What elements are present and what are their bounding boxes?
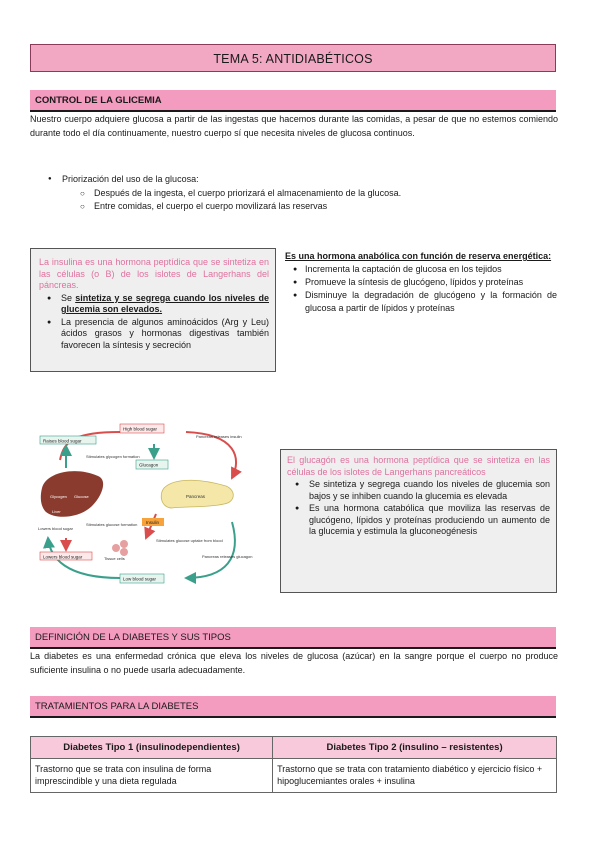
table-header: Diabetes Tipo 1 (insulinodependientes) xyxy=(31,737,273,759)
lowers-label: Lowers blood sugar xyxy=(38,526,73,531)
list-item: ○ Después de la ingesta, el cuerpo priorizará el almacenamiento de la glucosa. xyxy=(46,187,546,201)
tissue-cell xyxy=(112,544,120,552)
table-cell: Trastorno que se trata con tratamiento diabético y ejercicio físico + hipoglucemiantes orales + insulina xyxy=(273,759,557,793)
section-heading-diabetes: DEFINICIÓN DE LA DIABETES Y SUS TIPOS xyxy=(30,627,556,649)
insulin-box xyxy=(30,248,276,372)
list-item: ● Se sintetiza y se segrega cuando los niveles de glucemia son elevados. xyxy=(39,293,269,316)
arrow-pancreas-to-low xyxy=(186,522,235,578)
treatment-table xyxy=(30,736,557,793)
glucose-use-list xyxy=(46,173,546,214)
list-item: ● Incrementa la captación de glucosa en los tejidos xyxy=(285,263,557,276)
table-cell: Trastorno que se trata con insulina de forma imprescindible y una dieta regulada xyxy=(31,759,273,793)
tissue-cell xyxy=(120,540,128,548)
glucagon-box xyxy=(280,449,557,593)
list-item: ● Se sintetiza y segrega cuando los niveles de glucemia son bajos y se inhiben cuando la glucemia es elevada xyxy=(287,479,550,502)
list-item: ● Priorización del uso de la glucosa: xyxy=(46,173,546,187)
tissue-cell xyxy=(120,548,128,556)
list-item: ● Promueve la síntesis de glucógeno, lípidos y proteínas xyxy=(285,276,557,289)
glucagon-intro: El glucagón es una hormona peptídica que se sintetiza en las células de los islotes de Langerhans pancreáticos xyxy=(287,455,550,477)
table-header: Diabetes Tipo 2 (insulino – resistentes) xyxy=(273,737,557,759)
glucagon-label: Glucagon xyxy=(139,462,159,468)
tissue-cells-label: Tissue cells xyxy=(104,556,125,561)
table-row xyxy=(31,759,557,793)
high-label: High blood sugar xyxy=(123,426,158,432)
stimulates-glucose-formation-label: Stimulates glucose formation xyxy=(86,522,138,527)
anabolic-functions xyxy=(285,250,557,315)
glucose-regulation-diagram xyxy=(36,418,276,590)
pancreas-label: Pancreas xyxy=(186,494,206,499)
list-item: ● La presencia de algunos aminoácidos (Arg y Leu) ácidos grasos y hormonas digestivas también favorecen la síntesis y secreción xyxy=(39,317,269,352)
insulin-intro: La insulina es una hormona peptídica que se sintetiza en las células (o B) de los islotes de Langerhans del páncreas. xyxy=(39,257,269,290)
stimulates-uptake-label: Stimulates glucose uptake from blood xyxy=(156,538,223,543)
stimulates-glycogen-label: Stimulates glycogen formation xyxy=(86,454,140,459)
glycogen-label: Glycogen xyxy=(50,494,67,499)
liver-label: Liver xyxy=(52,509,61,514)
page-title: TEMA 5: ANTIDIABÉTICOS xyxy=(30,44,556,72)
list-item: ● Disminuye la degradación de glucógeno y la formación de glucosa a partir de lípidos y proteínas xyxy=(285,289,557,315)
lowers-box-label: Lowers blood sugar xyxy=(43,554,83,560)
section-heading-tratamientos: TRATAMIENTOS PARA LA DIABETES xyxy=(30,696,556,718)
low-label: Low blood sugar xyxy=(123,576,157,582)
insulin-label: Insulin xyxy=(146,520,160,525)
raises-label: Raises blood sugar xyxy=(43,438,82,444)
glicemia-paragraph: Nuestro cuerpo adquiere glucosa a partir de las ingestas que hacemos durante las comidas, a pesar de que no estemos comiendo durante todo el día continuamente, nuestro cuerpo sí que necesita niveles de glucosa continuos. xyxy=(30,114,558,138)
pancreas-glucagon-label: Pancreas releases glucagon xyxy=(202,554,253,559)
pancreas-insulin-label: Pancreas releases insulin xyxy=(196,434,242,439)
list-item: ○ Entre comidas, el cuerpo el cuerpo movilizará las reservas xyxy=(46,200,546,214)
glucose-label: Glucose xyxy=(74,494,89,499)
anabolic-heading: Es una hormona anabólica con función de reserva energética: xyxy=(285,251,552,261)
section-heading-glicemia: CONTROL DE LA GLICEMIA xyxy=(30,90,556,112)
diabetes-definition: La diabetes es una enfermedad crónica que eleva los niveles de glucosa (azúcar) en la sangre porque el cuerpo no produce suficiente insulina o no puede usarla adecuadamente. xyxy=(30,651,558,675)
table-row xyxy=(31,737,557,759)
list-item: ● Es una hormona catabólica que moviliza las reservas de glucógeno, lípidos y proteínas produciendo un aumento de la glucemia y estimula la gluconeogénesis xyxy=(287,503,550,538)
